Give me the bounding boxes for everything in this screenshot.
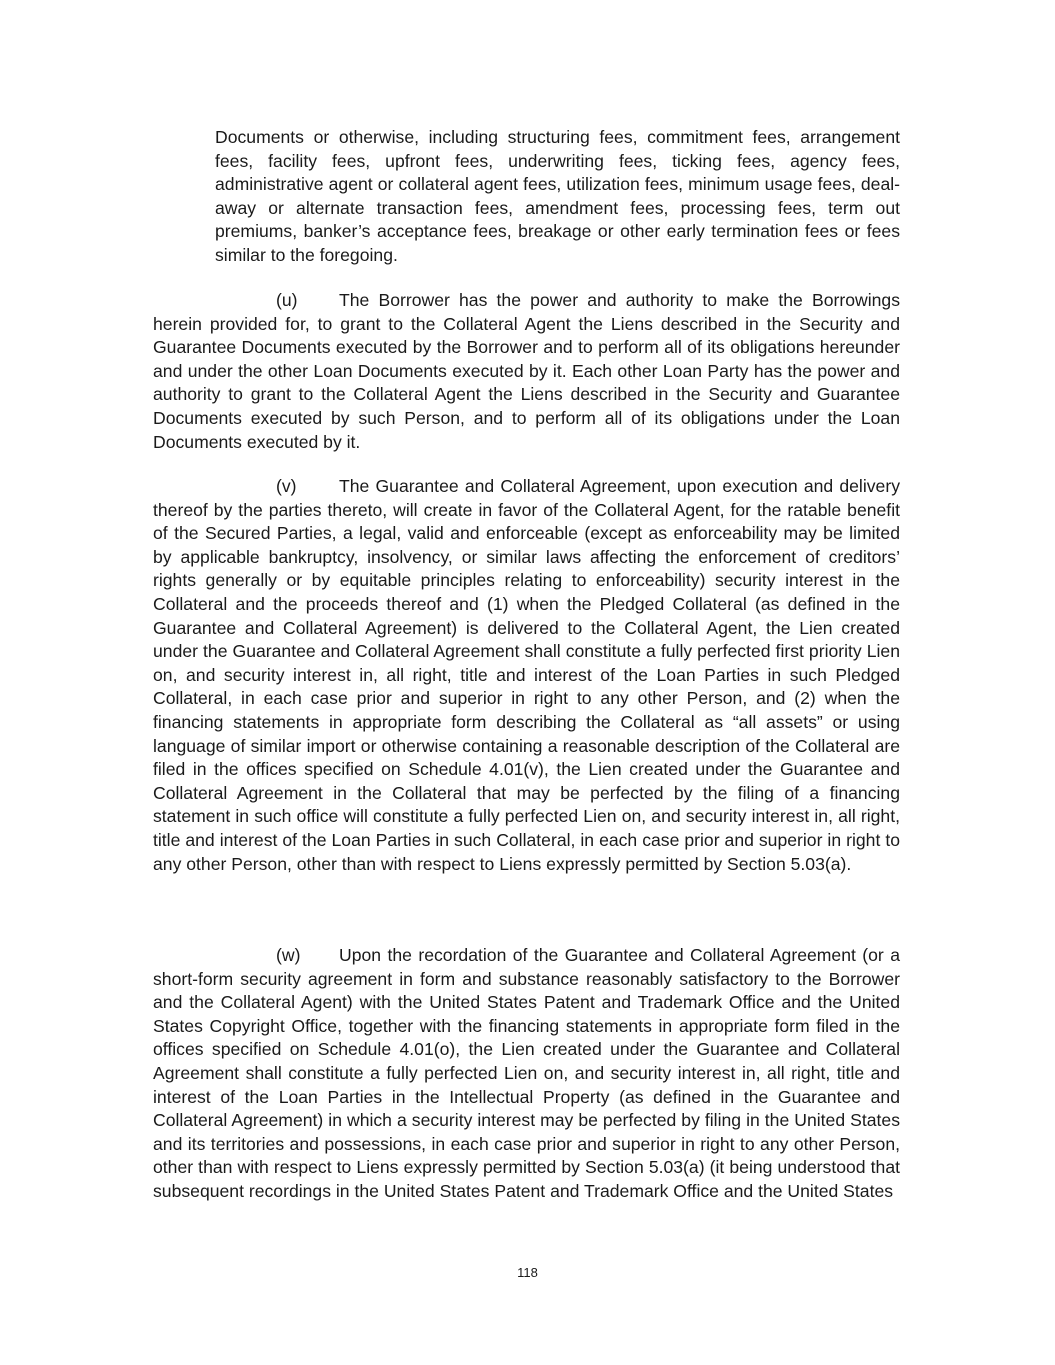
page-number: 118 <box>517 1265 538 1280</box>
section-w-text: Upon the recordation of the Guarantee and Collateral Agreement (or a short-form security agreement in form and substance reasonably satisfactory to the Borrower and the Collateral Agent) with the United States Patent and Trademark Office and the United States Copyright Office, together with the financing statements in appropriate form filed in the offices specified on Schedule 4.01(o), the Lien created under the Guarantee and Collateral Agreement shall constitute a fully perfected Lien on, and security interest in, all right, title and interest of the Loan Parties in the Intellectual Property (as defined in the Guarantee and Collateral Agreement) in which a security interest may be perfected by filing in the United States and its territories and possessions, in each case prior and superior in right to any other Person, other than with respect to Liens expressly permitted by Section 5.03(a) (it being understood that subsequent recordings in the United States Patent and Trademark Office and the United States <box>153 945 900 1201</box>
section-v-text: The Guarantee and Collateral Agreement, upon execution and delivery thereof by the parties thereto, will create in favor of the Collateral Agent, for the ratable benefit of the Secured Parties, a legal, valid and enforceable (except as enforceability may be limited by applicable bankruptcy, insolvency, or similar laws affecting the enforcement of creditors’ rights generally or by equitable principles relating to enforceability) security interest in the Collateral and the proceeds thereof and (1) when the Pledged Collateral (as defined in the Guarantee and Collateral Agreement) is delivered to the Collateral Agent, the Lien created under the Guarantee and Collateral Agreement shall constitute a fully perfected first priority Lien on, and security interest in, all right, title and interest of the Loan Parties in such Pledged Collateral, in each case prior and superior in right to any other Person, and (2) when the financing statements in appropriate form describing the Collateral as “all assets” or using language of similar import or otherwise containing a reasonable description of the Collateral are filed in the offices specified on Schedule 4.01(v), the Lien created under the Guarantee and Collateral Agreement in the Collateral that may be perfected by the filing of a financing statement in such office will constitute a fully perfected Lien on, and security interest in, all right, title and interest of the Loan Parties in such Collateral, in each case prior and superior in right to any other Person, other than with respect to Liens expressly permitted by Section 5.03(a). <box>153 476 900 874</box>
continuation-paragraph: Documents or otherwise, including structuring fees, commitment fees, arrangement fees, facility fees, upfront fees, underwriting fees, ticking fees, agency fees, administrative agent or collateral agent fees, utilization fees, minimum usage fees, deal-away or alternate transaction fees, amendment fees, processing fees, term out premiums, banker’s acceptance fees, breakage or other early termination fees or fees similar to the foregoing. <box>215 127 900 265</box>
section-u-paragraph <box>153 289 900 454</box>
section-u-marker: (u) <box>276 290 298 310</box>
section-w-marker: (w) <box>276 945 301 965</box>
section-v-paragraph <box>153 475 900 876</box>
section-w-paragraph <box>153 944 900 1204</box>
section-u-text: The Borrower has the power and authority to make the Borrowings herein provided for, to grant to the Collateral Agent the Liens described in the Security and Guarantee Documents executed by the Borrower and to perform all of its obligations hereunder and under the other Loan Documents executed by it. Each other Loan Party has the power and authority to grant to the Collateral Agent the Liens described in the Security and Guarantee Documents executed by such Person, and to perform all of its obligations under the Loan Documents executed by it. <box>153 290 900 452</box>
section-v-marker: (v) <box>276 476 297 496</box>
